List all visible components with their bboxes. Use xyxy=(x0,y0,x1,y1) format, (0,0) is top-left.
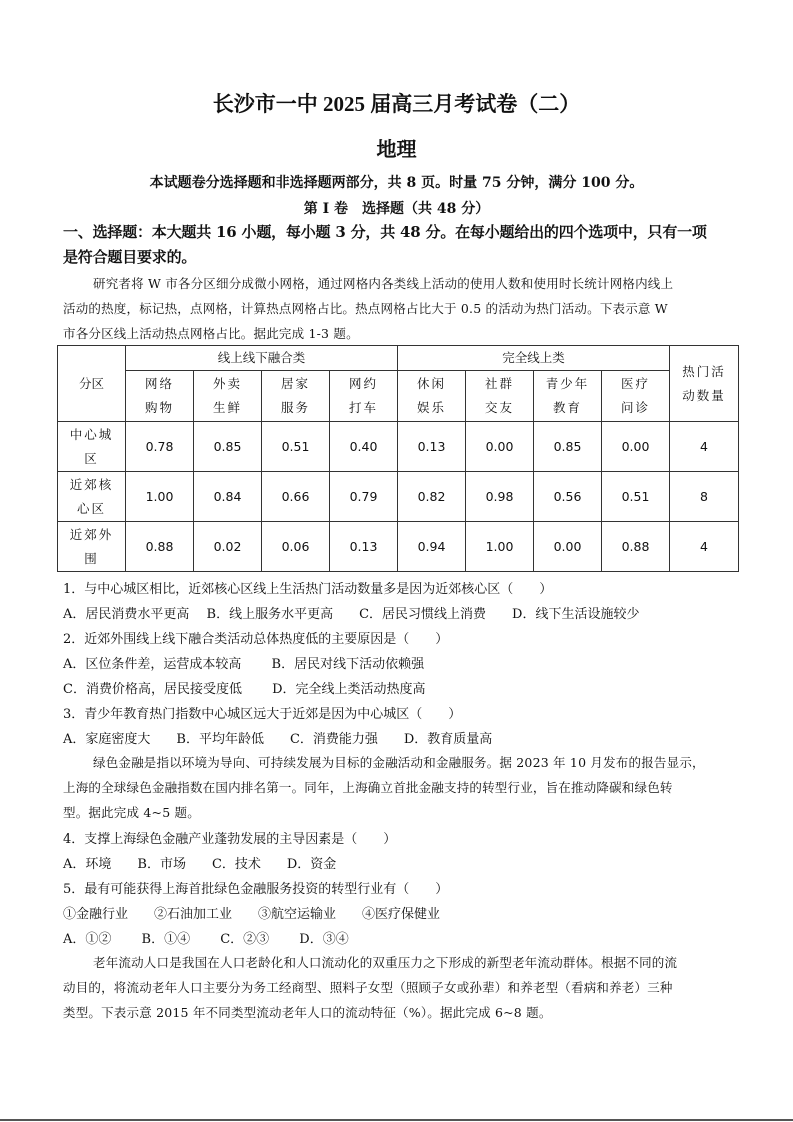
column-header-text: 网约打车 xyxy=(348,376,378,415)
group-header-mixed: 线上线下融合类 xyxy=(126,346,398,371)
value-cell: 0.85 xyxy=(534,422,602,472)
column-header-text: 网络购物 xyxy=(144,376,174,415)
answer-options: C．消费价格高，居民接受度低 D．完全线上类活动热度高 xyxy=(63,682,426,697)
answer-options: A．①② B．①④ C．②③ D．③④ xyxy=(63,932,349,947)
passage2-line3: 型。据此完成 4~5 题。 xyxy=(63,805,200,820)
value-cell: 0.94 xyxy=(398,522,466,572)
group-header-online: 完全线上类 xyxy=(398,346,670,371)
hot-count-header xyxy=(670,346,739,422)
column-header-text: 青少年教育 xyxy=(545,376,590,415)
value-cell: 0.98 xyxy=(466,472,534,522)
hot-count-cell: 8 xyxy=(670,472,739,522)
value-cell: 0.88 xyxy=(602,522,670,572)
value-cell: 0.00 xyxy=(466,422,534,472)
district-cell xyxy=(58,422,126,472)
column-header xyxy=(398,371,466,422)
hot-count-cell: 4 xyxy=(670,522,739,572)
value-cell: 0.00 xyxy=(534,522,602,572)
value-cell: 0.06 xyxy=(262,522,330,572)
column-header xyxy=(194,371,262,422)
question-stem: 1．与中心城区相比，近郊核心区线上生活热门活动数量多是因为近郊核心区（ ） xyxy=(63,582,553,597)
column-header xyxy=(534,371,602,422)
part-title: 第 I 卷 选择题（共 48 分） xyxy=(303,201,490,217)
exam-instructions: 本试题卷分选择题和非选择题两部分，共 8 页。时量 75 分钟，满分 100 分。 xyxy=(149,175,644,191)
section-heading-line2: 是符合题目要求的。 xyxy=(63,248,197,266)
passage1-line2: 活动的热度，标记热，点网格，计算热点网格占比。热点网格占比大于 0.5 的活动为热门活动。下表示意 W xyxy=(63,301,668,316)
passage2-line1: 绿色金融是指以环境为导向、可持续发展为目标的金融活动和金融服务。据 2023 年 10 月发布的报告显示， xyxy=(93,755,705,770)
column-header-text: 医疗问诊 xyxy=(621,376,651,415)
column-header-text: 居家服务 xyxy=(280,376,310,415)
column-header xyxy=(466,371,534,422)
value-cell: 0.78 xyxy=(126,422,194,472)
value-cell: 0.66 xyxy=(262,472,330,522)
table-row xyxy=(58,422,739,472)
value-cell: 0.13 xyxy=(330,522,398,572)
value-cell: 0.40 xyxy=(330,422,398,472)
column-header-text: 社群交友 xyxy=(485,376,515,415)
answer-options: A．环境 B．市场 C．技术 D．资金 xyxy=(63,857,337,872)
hotspot-table xyxy=(57,345,739,572)
value-cell: 0.82 xyxy=(398,472,466,522)
value-cell: 0.79 xyxy=(330,472,398,522)
district-name: 近郊核心区 xyxy=(69,476,114,516)
question-stem: 3．青少年教育热门指数中心城区远大于近郊是因为中心城区（ ） xyxy=(63,707,462,722)
column-header-text: 外卖生鲜 xyxy=(212,376,242,415)
district-name: 近郊外围 xyxy=(69,526,114,566)
district-header: 分区 xyxy=(58,346,126,422)
section-heading-line1: 一、选择题：本大题共 16 小题，每小题 3 分，共 48 分。在每小题给出的四个选项中，只有一项 xyxy=(63,223,707,241)
page-bottom-border xyxy=(0,1119,793,1121)
subject-title: 地理 xyxy=(376,137,417,161)
question-stem: 5．最有可能获得上海首批绿色金融服务投资的转型行业有（ ） xyxy=(63,882,449,897)
value-cell: 0.51 xyxy=(602,472,670,522)
value-cell: 0.51 xyxy=(262,422,330,472)
value-cell: 0.85 xyxy=(194,422,262,472)
answer-options: A．区位条件差，运营成本较高 B．居民对线下活动依赖强 xyxy=(63,657,425,672)
district-cell xyxy=(58,472,126,522)
value-cell: 0.00 xyxy=(602,422,670,472)
hot-count-header-text: 热门活动数量 xyxy=(682,363,726,403)
passage3-line1: 老年流动人口是我国在人口老龄化和人口流动化的双重压力之下形成的新型老年流动群体。根据不同的流 xyxy=(93,955,678,970)
district-name: 中心城区 xyxy=(69,426,114,466)
hot-count-cell: 4 xyxy=(670,422,739,472)
passage1-line1: 研究者将 W 市各分区细分成微小网格，通过网格内各类线上活动的使用人数和使用时长统计网格内线上 xyxy=(93,276,674,291)
table-row xyxy=(58,522,739,572)
district-cell xyxy=(58,522,126,572)
answer-options: ①金融行业 ②石油加工业 ③航空运输业 ④医疗保健业 xyxy=(63,907,441,922)
column-header xyxy=(126,371,194,422)
question-stem: 4．支撑上海绿色金融产业蓬勃发展的主导因素是（ ） xyxy=(63,832,397,847)
passage1-line3: 市各分区线上活动热点网格占比。据此完成 1-3 题。 xyxy=(63,326,359,341)
value-cell: 0.02 xyxy=(194,522,262,572)
answer-options: A．家庭密度大 B．平均年龄低 C．消费能力强 D．教育质量高 xyxy=(63,732,493,747)
value-cell: 1.00 xyxy=(126,472,194,522)
column-header xyxy=(262,371,330,422)
value-cell: 0.56 xyxy=(534,472,602,522)
exam-title: 长沙市一中 2025 届高三月考试卷（二） xyxy=(212,92,581,116)
value-cell: 1.00 xyxy=(466,522,534,572)
value-cell: 0.84 xyxy=(194,472,262,522)
column-header xyxy=(602,371,670,422)
table-row xyxy=(58,472,739,522)
column-header xyxy=(330,371,398,422)
question-stem: 2．近郊外围线上线下融合类活动总体热度低的主要原因是（ ） xyxy=(63,632,449,647)
passage2-line2: 上海的全球绿色金融指数在国内排名第一。同年，上海确立首批金融支持的转型行业，旨在推动降碳和绿色转 xyxy=(63,780,673,795)
passage3-line2: 动目的，将流动老年人口主要分为务工经商型、照料子女型（照顾子女或孙辈）和养老型（看病和养老）三种 xyxy=(63,980,673,995)
answer-options: A．居民消费水平更高 B．线上服务水平更高 C．居民习惯线上消费 D．线下生活设施较少 xyxy=(63,607,640,622)
value-cell: 0.88 xyxy=(126,522,194,572)
column-header-text: 休闲娱乐 xyxy=(417,376,447,415)
passage3-line3: 类型。下表示意 2015 年不同类型流动老年人口的流动特征（%）。据此完成 6~8 题。 xyxy=(63,1005,552,1020)
value-cell: 0.13 xyxy=(398,422,466,472)
